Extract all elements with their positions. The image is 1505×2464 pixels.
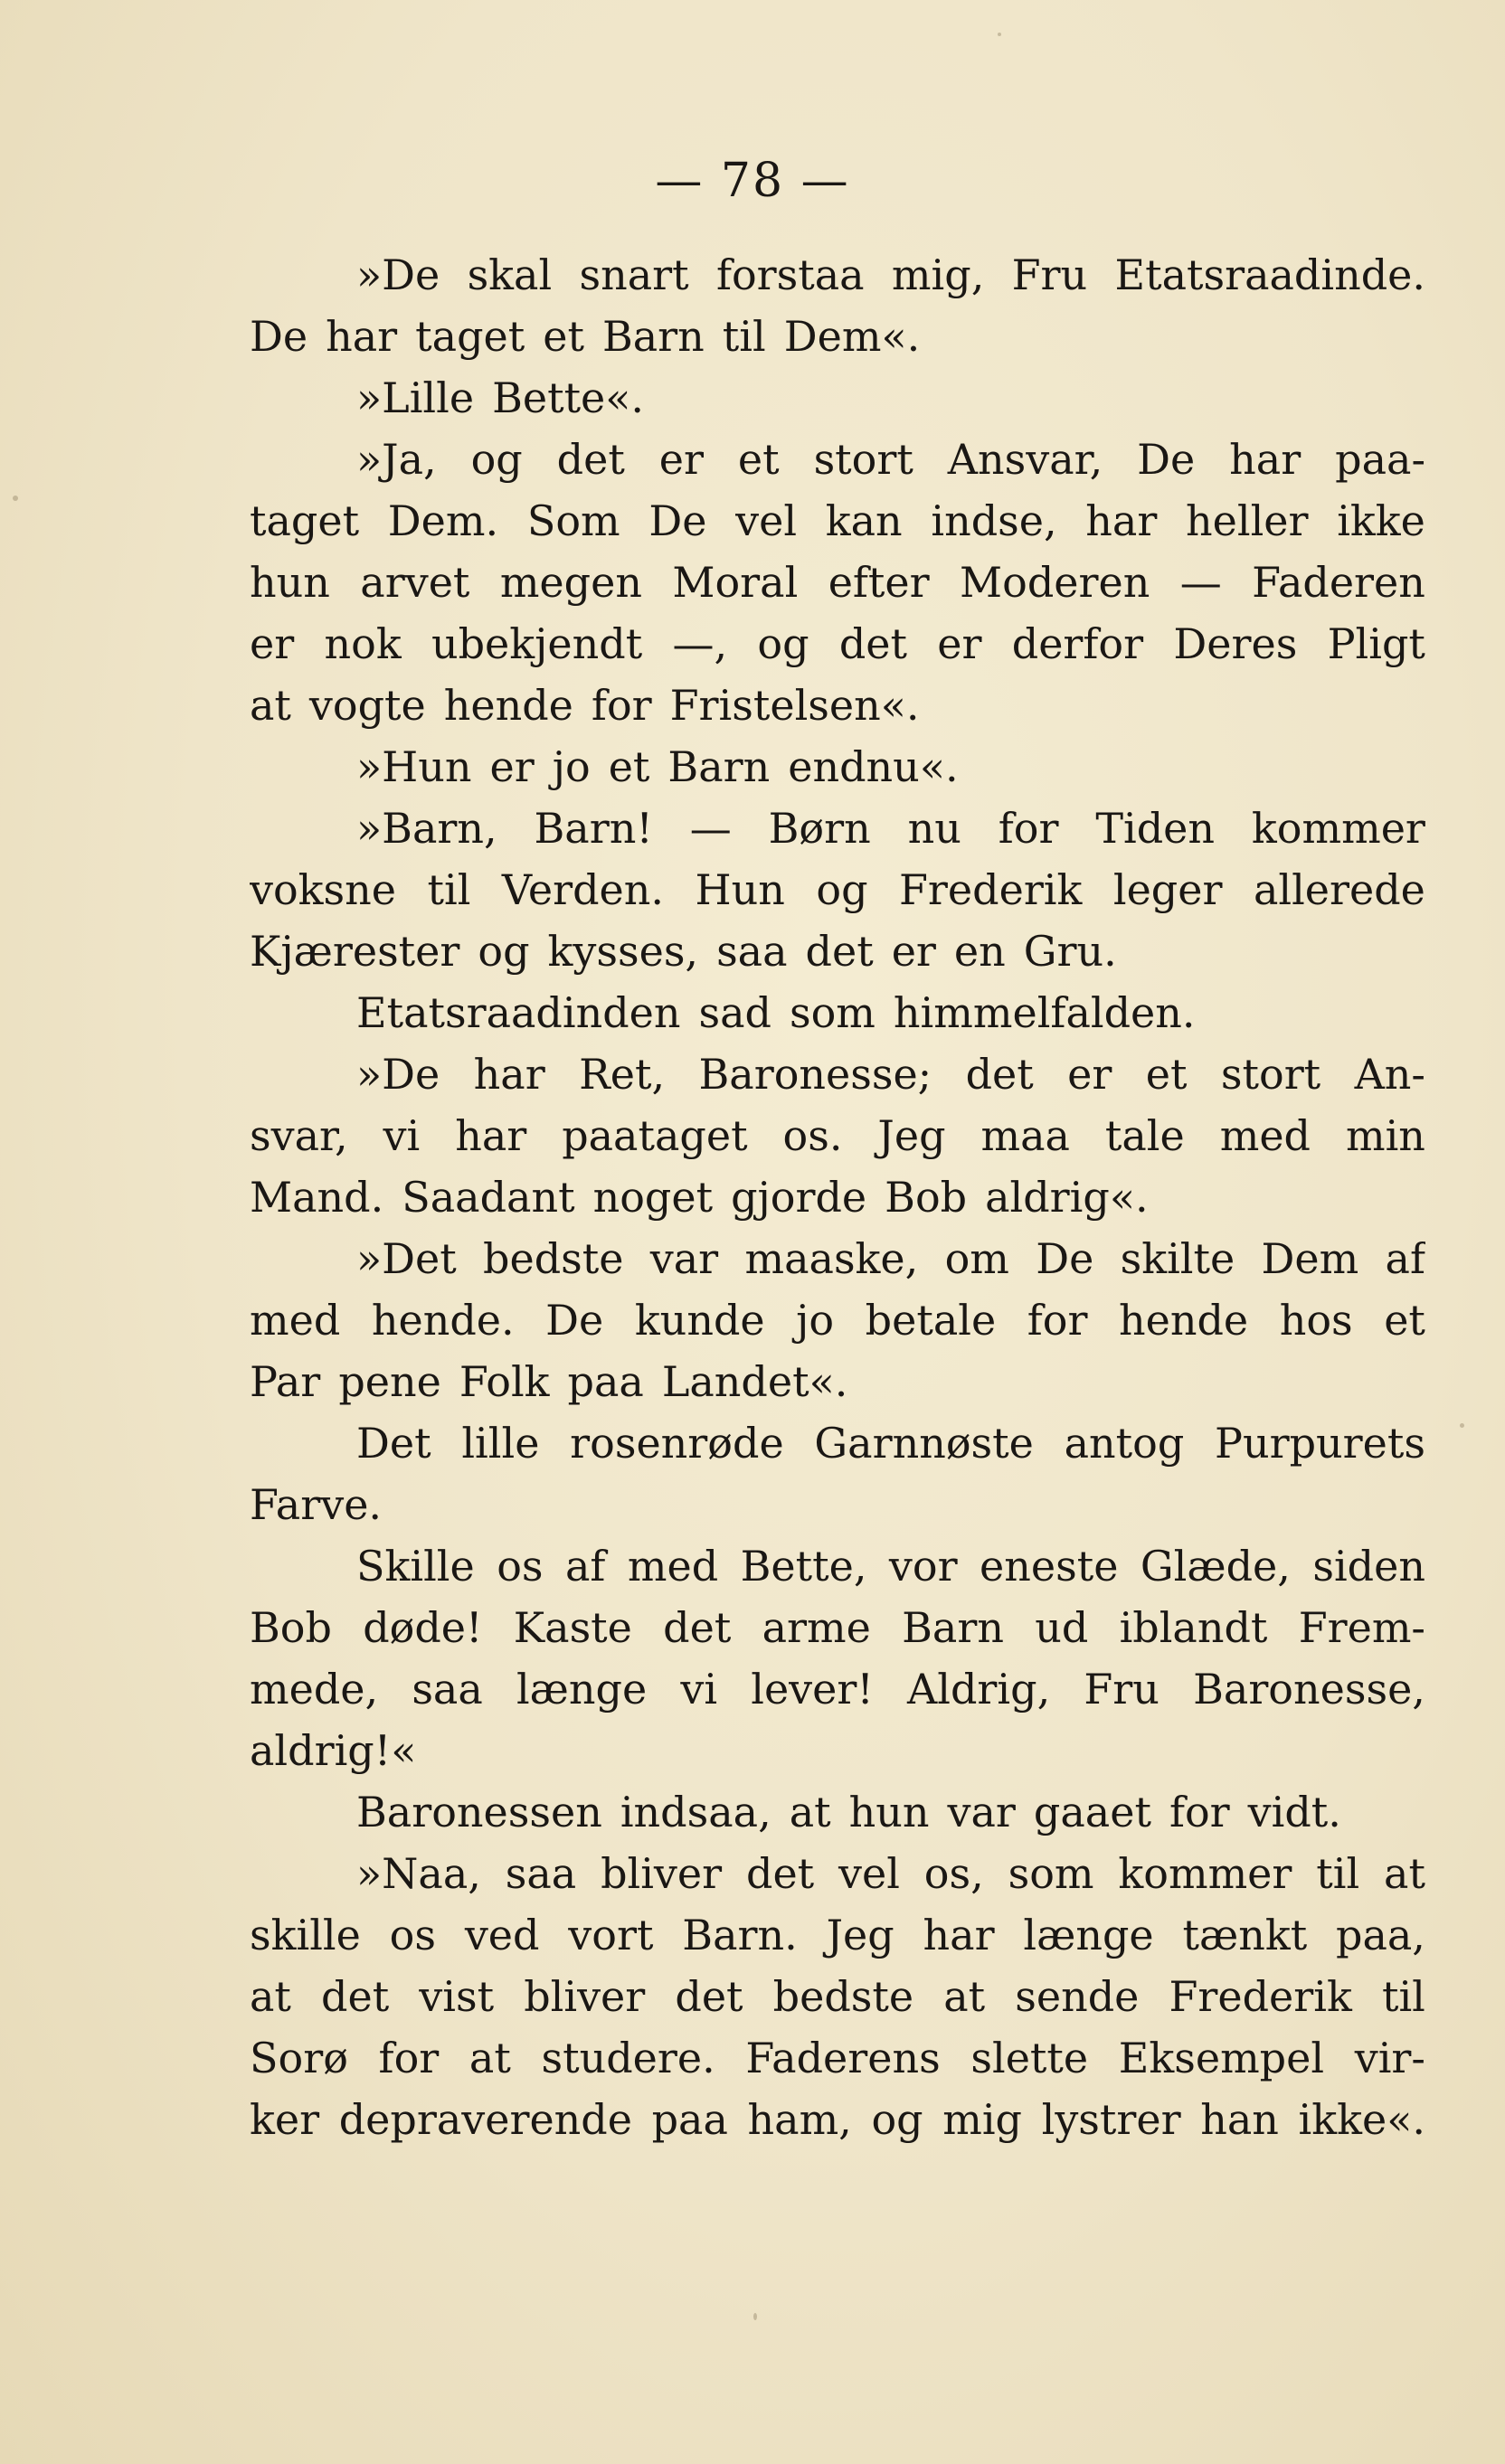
word: Ret, xyxy=(579,1050,666,1099)
text-line xyxy=(250,306,1425,367)
word: taget xyxy=(250,496,360,545)
word: længe xyxy=(1023,1911,1154,1959)
page-number: — 78 — xyxy=(655,154,850,208)
word: forstaa xyxy=(715,250,865,299)
word: det xyxy=(746,1849,815,1898)
word: De xyxy=(1036,1234,1094,1283)
word: stort xyxy=(1220,1050,1321,1099)
word: at xyxy=(250,681,291,730)
word: Frem- xyxy=(1298,1603,1425,1652)
word: Frederik xyxy=(1169,1972,1352,2021)
word: vor xyxy=(888,1542,958,1591)
word: eneste xyxy=(980,1542,1119,1591)
text-line xyxy=(250,429,1425,490)
word: Hun xyxy=(695,865,785,914)
text-line xyxy=(250,982,1425,1043)
word: paa xyxy=(651,2095,728,2144)
word: rosenrøde xyxy=(570,1419,784,1468)
word: maaske, xyxy=(744,1234,919,1283)
word: kommer xyxy=(1251,804,1425,853)
word: er xyxy=(250,619,295,668)
word: os, xyxy=(923,1849,984,1898)
word: har xyxy=(473,1050,545,1099)
word: iblandt xyxy=(1119,1603,1268,1652)
word: Kjærester xyxy=(250,927,460,976)
word: Par xyxy=(250,1357,321,1406)
text-line xyxy=(250,613,1425,675)
word: »Det xyxy=(356,1234,457,1283)
text-line xyxy=(250,1228,1425,1289)
word: bedste xyxy=(772,1972,914,2021)
word: var xyxy=(649,1234,719,1283)
word: paa- xyxy=(1335,435,1425,484)
paper-speck xyxy=(753,2313,757,2320)
word: Deres xyxy=(1173,619,1298,668)
word: Tiden xyxy=(1095,804,1216,853)
word: Dem xyxy=(1261,1234,1359,1283)
text-line xyxy=(250,490,1425,552)
word: kan xyxy=(825,496,903,545)
word: et xyxy=(543,312,584,361)
word: depraverende xyxy=(338,2095,632,2144)
word: Børn xyxy=(768,804,871,853)
word: tale xyxy=(1104,1111,1185,1160)
word: antog xyxy=(1064,1419,1185,1468)
word: Baronesse, xyxy=(1193,1665,1425,1713)
word: at xyxy=(1384,1849,1425,1898)
word: vist xyxy=(419,1972,495,2021)
word: derfor xyxy=(1011,619,1144,668)
word: min xyxy=(1345,1111,1425,1160)
word: som xyxy=(1008,1849,1094,1898)
text-line xyxy=(250,859,1425,920)
word: han xyxy=(1200,2095,1279,2144)
word: Som xyxy=(526,496,620,545)
word: Fru xyxy=(1011,250,1088,299)
word: og xyxy=(478,927,530,976)
word: til xyxy=(427,865,471,914)
text-line xyxy=(250,1781,1425,1843)
word: en xyxy=(953,927,1006,976)
word: svar, xyxy=(250,1111,348,1160)
text-line xyxy=(250,1289,1425,1351)
word: »Hun xyxy=(356,742,472,791)
word: skilte xyxy=(1120,1234,1235,1283)
word: bliver xyxy=(601,1849,723,1898)
word: Folk xyxy=(459,1357,550,1406)
word: taget xyxy=(415,312,525,361)
word: og xyxy=(816,865,868,914)
word: Moral xyxy=(672,558,799,607)
word: at xyxy=(789,1788,831,1836)
word: et xyxy=(737,435,780,484)
word: Pligt xyxy=(1327,619,1425,668)
word: himmelfalden. xyxy=(893,988,1196,1037)
word: det xyxy=(321,1972,390,2021)
word: for xyxy=(1027,1296,1088,1345)
word: Moderen xyxy=(960,558,1150,607)
word: Dem. xyxy=(387,496,499,545)
paper-speck xyxy=(1460,1423,1464,1428)
word: kunde xyxy=(634,1296,765,1345)
word: »Ja, xyxy=(356,435,437,484)
word: har xyxy=(326,312,398,361)
word: et xyxy=(608,742,650,791)
word: et xyxy=(1145,1050,1188,1099)
word: vidt. xyxy=(1247,1788,1341,1836)
word: Landet«. xyxy=(661,1357,848,1406)
word: Jeg xyxy=(877,1111,946,1160)
word: ud xyxy=(1035,1603,1089,1652)
word: Faderen xyxy=(1252,558,1425,607)
word: lever! xyxy=(751,1665,874,1713)
word: lystrer xyxy=(1041,2095,1181,2144)
word: — xyxy=(1179,558,1222,607)
word: paataget xyxy=(562,1111,748,1160)
word: til xyxy=(1381,1972,1425,2021)
word: for xyxy=(998,804,1059,853)
word: skille xyxy=(250,1911,361,1959)
text-line xyxy=(250,244,1425,306)
word: mede, xyxy=(250,1665,379,1713)
text-line xyxy=(250,1597,1425,1658)
word: ikke xyxy=(1337,496,1425,545)
word: vel xyxy=(735,496,798,545)
word: har xyxy=(923,1911,995,1959)
word: Saadant xyxy=(402,1173,575,1222)
word: er xyxy=(658,435,704,484)
word: det xyxy=(838,619,907,668)
word: De xyxy=(648,496,707,545)
word: Faderens xyxy=(745,2034,941,2082)
word: siden xyxy=(1312,1542,1425,1591)
word: ubekjendt xyxy=(431,619,643,668)
word: — xyxy=(689,804,732,853)
word: stort xyxy=(813,435,913,484)
word: tænkt xyxy=(1182,1911,1308,1959)
word: maa xyxy=(980,1111,1070,1160)
word: Bob xyxy=(885,1173,968,1222)
text-line xyxy=(250,1535,1425,1597)
word: Barn. xyxy=(682,1911,798,1959)
word: ved xyxy=(464,1911,540,1959)
word: med xyxy=(250,1296,341,1345)
word: Frederik xyxy=(899,865,1083,914)
word: »Barn, xyxy=(356,804,497,853)
text-line xyxy=(250,2089,1425,2150)
word: nu xyxy=(907,804,961,853)
word: saa xyxy=(716,927,788,976)
word: jo xyxy=(796,1296,835,1345)
word: Bob xyxy=(250,1603,332,1652)
word: An- xyxy=(1354,1050,1425,1099)
word: paa xyxy=(567,1357,644,1406)
word: nok xyxy=(324,619,402,668)
word: hun xyxy=(250,558,330,607)
word: har xyxy=(1229,435,1301,484)
word: indsaa, xyxy=(620,1788,771,1836)
word: har xyxy=(455,1111,527,1160)
word: voksne xyxy=(250,865,397,914)
word: Bette«. xyxy=(492,373,645,422)
word: Verden. xyxy=(501,865,665,914)
word: for xyxy=(1169,1788,1230,1836)
word: Purpurets xyxy=(1215,1419,1425,1468)
word: paa, xyxy=(1336,1911,1425,1959)
word: indse, xyxy=(931,496,1057,545)
page-text xyxy=(250,244,1425,2150)
word: er xyxy=(489,742,535,791)
word: megen xyxy=(499,558,642,607)
word: vir- xyxy=(1354,2034,1425,2082)
word: Eksempel xyxy=(1118,2034,1325,2082)
word: Fru xyxy=(1084,1665,1160,1713)
text-line xyxy=(250,552,1425,613)
word: ker xyxy=(250,2095,320,2144)
word: for xyxy=(591,681,652,730)
word: hos xyxy=(1279,1296,1353,1345)
word: at xyxy=(250,1972,291,2021)
word: mig xyxy=(942,2095,1022,2144)
word: De xyxy=(545,1296,604,1345)
word: allerede xyxy=(1253,865,1425,914)
word: gaaet xyxy=(1033,1788,1151,1836)
text-line xyxy=(250,1105,1425,1166)
word: hende. xyxy=(371,1296,515,1345)
word: og xyxy=(757,619,809,668)
word: vi xyxy=(680,1665,718,1713)
word: Sorø xyxy=(250,2034,348,2082)
word: det xyxy=(965,1050,1034,1099)
text-line xyxy=(250,920,1425,982)
word: længe xyxy=(516,1665,648,1713)
word: et xyxy=(1384,1296,1425,1345)
word: det xyxy=(663,1603,732,1652)
word: Garnnøste xyxy=(814,1419,1034,1468)
word: lille xyxy=(461,1419,540,1468)
text-line xyxy=(250,1166,1425,1228)
word: Aldrig, xyxy=(907,1665,1051,1713)
word: De xyxy=(250,312,308,361)
word: vi xyxy=(383,1111,421,1160)
word: saa xyxy=(412,1665,483,1713)
word: efter xyxy=(828,558,930,607)
word: er xyxy=(1067,1050,1112,1099)
word: om xyxy=(944,1234,1009,1283)
word: det xyxy=(556,435,625,484)
word: aldrig«. xyxy=(985,1173,1149,1222)
word: døde! xyxy=(363,1603,483,1652)
word: hende xyxy=(1119,1296,1249,1345)
word: skal xyxy=(467,250,553,299)
word: Det xyxy=(356,1419,431,1468)
word: ham, xyxy=(747,2095,852,2144)
text-line xyxy=(250,736,1425,798)
word: Ansvar, xyxy=(947,435,1103,484)
word: som xyxy=(789,988,876,1037)
text-line xyxy=(250,1474,1425,1535)
word: os xyxy=(389,1911,436,1959)
word: betale xyxy=(865,1296,997,1345)
word: og xyxy=(871,2095,923,2144)
text-line xyxy=(250,1966,1425,2027)
word: —, xyxy=(672,619,728,668)
text-line xyxy=(250,1843,1425,1904)
word: jo xyxy=(552,742,591,791)
word: Fristelsen«. xyxy=(669,681,920,730)
word: af xyxy=(564,1542,606,1591)
word: saa xyxy=(505,1849,577,1898)
word: Bette, xyxy=(740,1542,867,1591)
word: Glæde, xyxy=(1140,1542,1291,1591)
word: Barn xyxy=(667,742,771,791)
text-line xyxy=(250,1658,1425,1720)
paper-speck xyxy=(998,33,1001,36)
word: Jeg xyxy=(826,1911,894,1959)
word: kommer xyxy=(1118,1849,1292,1898)
word: slette xyxy=(970,2034,1089,2082)
word: at xyxy=(943,1972,986,2021)
word: bliver xyxy=(524,1972,646,2021)
word: til xyxy=(1316,1849,1360,1898)
word: snart xyxy=(579,250,689,299)
word: bedste xyxy=(483,1234,624,1283)
word: mig, xyxy=(891,250,985,299)
word: Barn! xyxy=(534,804,653,853)
word: Etatsraadinden xyxy=(356,988,681,1037)
word: vel xyxy=(838,1849,900,1898)
text-line xyxy=(250,675,1425,736)
word: med xyxy=(1219,1111,1311,1160)
word: noget xyxy=(592,1173,714,1222)
word: vogte xyxy=(308,681,426,730)
word: heller xyxy=(1186,496,1309,545)
word: for xyxy=(378,2034,440,2082)
word: det xyxy=(675,1972,743,2021)
word: aldrig!« xyxy=(250,1726,417,1775)
word: »Naa, xyxy=(356,1849,481,1898)
word: pene xyxy=(338,1357,441,1406)
word: Baronesse; xyxy=(698,1050,932,1099)
word: og xyxy=(470,435,523,484)
word: med xyxy=(627,1542,719,1591)
word: Farve. xyxy=(250,1480,383,1529)
word: Mand. xyxy=(250,1173,384,1222)
word: Barn xyxy=(902,1603,1004,1652)
word: ikke«. xyxy=(1298,2095,1425,2144)
word: at xyxy=(469,2034,511,2082)
word: Skille xyxy=(356,1542,475,1591)
word: os. xyxy=(782,1111,843,1160)
word: »De xyxy=(356,1050,440,1099)
text-line xyxy=(250,367,1425,429)
word: leger xyxy=(1112,865,1223,914)
word: kysses, xyxy=(547,927,699,976)
text-line xyxy=(250,1904,1425,1966)
word: er xyxy=(891,927,936,976)
word: har xyxy=(1085,496,1158,545)
text-line xyxy=(250,798,1425,859)
word: er xyxy=(937,619,982,668)
paper-speck xyxy=(13,496,18,501)
text-line xyxy=(250,1720,1425,1781)
word: Dem«. xyxy=(783,312,921,361)
word: Etatsraadinde. xyxy=(1114,250,1425,299)
word: os xyxy=(497,1542,544,1591)
word: af xyxy=(1385,1234,1425,1283)
text-line xyxy=(250,1351,1425,1412)
word: studere. xyxy=(541,2034,715,2082)
word: arme xyxy=(762,1603,871,1652)
text-line xyxy=(250,1043,1425,1105)
word: var xyxy=(947,1788,1016,1836)
word: endnu«. xyxy=(788,742,959,791)
word: Baronessen xyxy=(356,1788,602,1836)
word: hun xyxy=(848,1788,930,1836)
word: sad xyxy=(698,988,771,1037)
word: »Lille xyxy=(356,373,475,422)
word: De xyxy=(1137,435,1196,484)
word: Barn xyxy=(601,312,705,361)
text-line xyxy=(250,1412,1425,1474)
word: til xyxy=(722,312,766,361)
word: »De xyxy=(356,250,440,299)
word: det xyxy=(805,927,874,976)
word: hende xyxy=(443,681,573,730)
word: vort xyxy=(568,1911,654,1959)
word: Gru. xyxy=(1023,927,1117,976)
word: gjorde xyxy=(731,1173,867,1222)
word: sende xyxy=(1015,1972,1140,2021)
text-line xyxy=(250,2027,1425,2089)
word: arvet xyxy=(360,558,470,607)
word: Kaste xyxy=(513,1603,632,1652)
